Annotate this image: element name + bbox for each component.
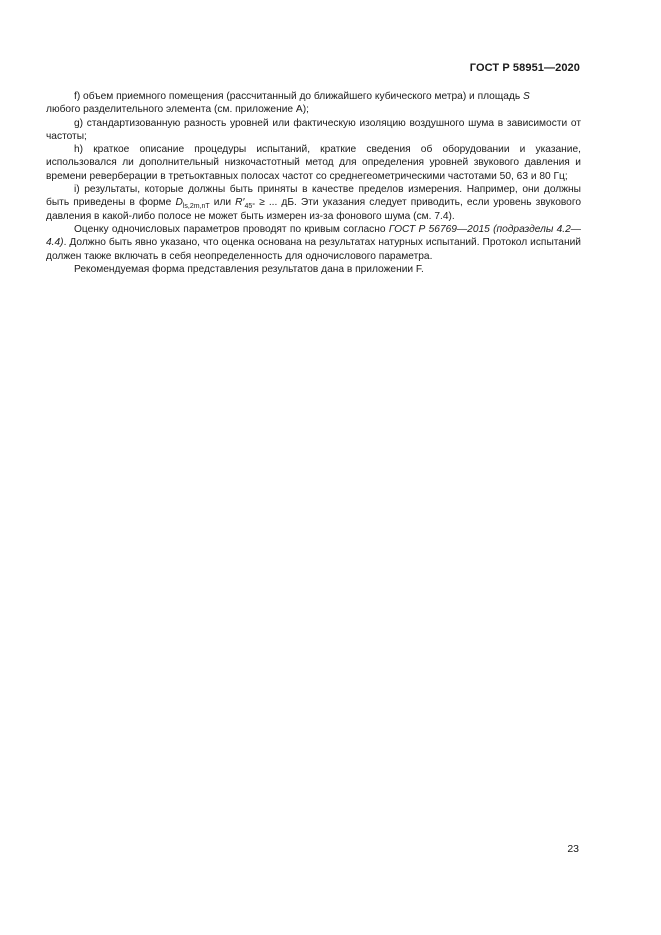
eval-text-b: . Должно быть явно указано, что оценка основана на результатах натурных испытаний. Протокол испытаний должен также включать в себя неопределенность для одночислового параметра. [46, 237, 581, 262]
area-symbol: S [522, 91, 530, 102]
document-body [46, 90, 581, 276]
item-f-continued: любого разделительного элемента (см. приложение А); [46, 104, 309, 116]
item-h: h) краткое описание процедуры испытаний, краткие сведения об оборудовании и указание, использовался ли дополнительный низкочастотный метод для определения уровней звукового давления и времени реверберации в третьоктавных полосах частот со среднегеометрическими частотами 50, 63 и 80 Гц; [46, 144, 581, 182]
recommendation-paragraph: Рекомендуемая форма представления результатов дана в приложении F. [74, 263, 424, 275]
evaluation-paragraph [46, 223, 581, 263]
item-i-text-b: ≥ ... дБ. Эти указания следует приводить, если уровень звукового давления в какой-либо полосе не может быть измерен из-за фонового шума (см. 7.4). [46, 197, 581, 222]
item-i-text-a: i) результаты, которые должны быть приняты в качестве пределов измерения. Например, они должны быть приведены в форме [46, 184, 581, 209]
or-word: или [213, 197, 232, 209]
symbol-r: R′ [235, 197, 245, 209]
document-header: ГОСТ Р 58951—2020 [469, 62, 580, 74]
eval-text-a: Оценку одночисловых параметров проводят по кривым согласно [74, 223, 386, 235]
item-g: g) стандартизованную разность уровней или фактическую изоляцию воздушного шума в зависимости от частоты; [46, 117, 581, 142]
item-f-text: f) объем приемного помещения (рассчитанный до ближайшего кубического метра) и площадь [74, 91, 521, 102]
symbol-r-subscript: 45° [244, 203, 256, 211]
symbol-d: D [175, 197, 183, 209]
page-number: 23 [567, 843, 579, 855]
eval-reference: ГОСТ Р 56769—2015 (подразделы 4.2—4.4) [46, 223, 581, 249]
item-f [46, 90, 581, 103]
symbol-d-subscript: ls,2m,nT [182, 203, 210, 211]
item-i [46, 183, 581, 223]
